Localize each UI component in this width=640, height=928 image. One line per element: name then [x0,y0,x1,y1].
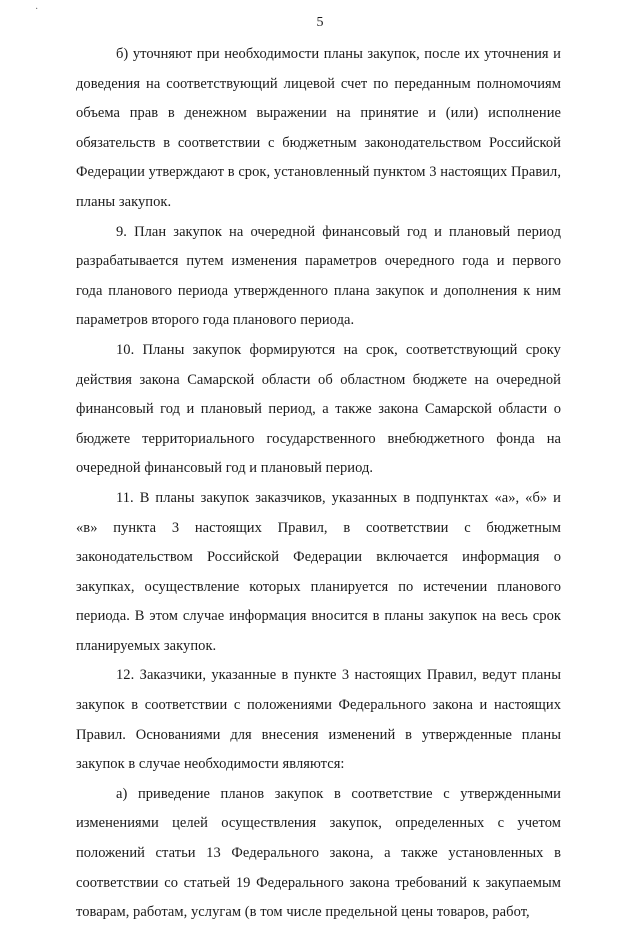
scan-mark: · [35,4,39,15]
paragraph-a: а) приведение планов закупок в соответствие с утвержденными изменениями целей осуществления закупок, определенных с учетом положений статьи 13 Федерального закона, а также установленных в соответствии со статьей 19 Федерального закона требований к закупаемым товарам, работам, услугам (в том числе предельной цены товаров, работ, [76,785,561,921]
paragraph-10: 10. Планы закупок формируются на срок, соответствующий сроку действия закона Самарской области об областном бюджете на очередной финансовый год и плановый период, а также закона Самарской области о бюджете территориального государственного внебюджетного фонда на очередной финансовый год и плановый период. [76,341,561,477]
document-body [76,40,561,928]
paragraph-12: 12. Заказчики, указанные в пункте 3 настоящих Правил, ведут планы закупок в соответствии с положениями Федерального закона и настоящих Правил. Основаниями для внесения изменений в утвержденные планы закупок в случае необходимости являются: [76,667,561,773]
paragraph-b: б) уточняют при необходимости планы закупок, после их уточнения и доведения на соответствующий лицевой счет по переданным полномочиям объема прав в денежном выражении на принятие и (или) исполнение обязательств в соответствии с бюджетным законодательством Российской Федерации утверждают в срок, установленный пунктом 3 настоящих Правил, планы закупок. [76,46,561,210]
paragraph-9: 9. План закупок на очередной финансовый год и плановый период разрабатывается путем изменения параметров очередного года и первого года планового периода утвержденного плана закупок и дополнения к ним параметров второго года планового периода. [76,223,561,329]
page-number: 5 [316,15,324,30]
paragraph-11: 11. В планы закупок заказчиков, указанных в подпунктах «а», «б» и «в» пункта 3 настоящих Правил, в соответствии с бюджетным законодательством Российской Федерации включается информация о закупках, осуществление которых планируется по истечении планового периода. В этом случае информация вносится в планы закупок на весь срок планируемых закупок. [76,489,561,654]
